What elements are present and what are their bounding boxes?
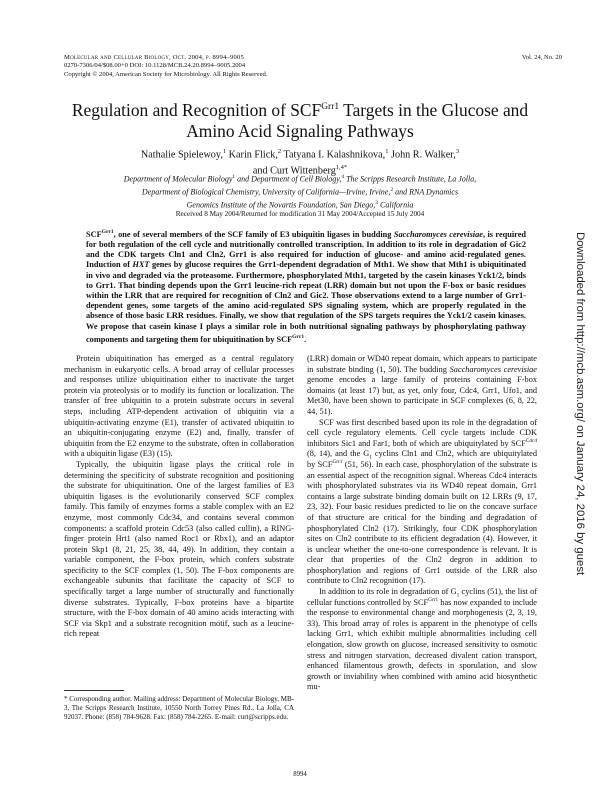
author-2-affil: 2 [277,148,282,155]
right-p3-a: In addition to its role in degradation of G [319,587,457,597]
title-line2: Amino Acid Signaling Pathways [186,120,414,141]
right-p3-c: has now expanded to include the response to environmental change and morphogenesis (2, 3, 19, 33). This broad array of roles is apparent in the phenotype of cells lacking Grr1, which exhibit multiple abnormalities including cell elongation, slow growth on glucose, increased sensitivity to osmotic stress and nitrogen starvation, decreased divalent cation transport, enhanced filamentous growth, defects in sporulation, and slow growth or inviability when combined with amino acid biosynthetic mu- [307,597,537,692]
abstract [86,227,526,345]
affil-1a: Department of Molecular Biology [123,174,233,184]
title-superscript: Grr1 [321,102,340,112]
volume-issue: Vol. 24, No. 20 [521,54,562,61]
right-p2-b: (8, 14), and the G [307,449,370,459]
author-1-affil: 1 [222,148,227,155]
abstract-c: , is required for both regulation of the cell cycle and nutritionally controlled transcription. In addition to its role in degradation of Gic2 and the CDK targets Cln1 and Cln2, Grr1 is also required for induction of glucose- and amino acid-regulated genes. Induction of [86,229,526,270]
affil-2-num: 2 [390,186,394,193]
author-5-affil-num: 1,4 [335,163,344,171]
author-2: Karin Flick, [226,149,278,161]
right-p2-c: cyclins Cln1 and Cln2, which are ubiquitylated by SCF [307,449,537,469]
abstract-gene: HXT [132,260,150,270]
abstract-sup-2: Grr1 [292,333,305,340]
page-number: 8994 [293,771,307,778]
received-dates: Received 8 May 2004/Returned for modification 31 May 2004/Accepted 15 July 2004 [175,210,425,218]
affil-1b-num: 4 [341,174,345,180]
right-paragraph-2 [307,418,537,588]
affil-1a-num: 1 [232,174,236,180]
corresponding-mark: * [343,163,348,171]
right-column [307,354,537,693]
author-4: John R. Walker, [388,149,456,161]
right-p3-sup: Grr1 [428,596,439,603]
left-paragraph-2: Typically, the ubiquitin ligase plays the critical role in determining the specificity of substrate recognition and positioning the substrate for ubiquitination. One of the largest families of E3 ubiquitin ligases is the evolutionarily conserved SCF complex family. This family of enzymes forms a stable complex with an E2 enzyme, most commonly Cdc34, and contains several common components: a scaffold protein Cdc53 (also called cullin), a RING-finger protein Hrt1 (also named Roc1 or Rbx1), and an adaptor protein Skp1 (8, 21, 25, 38, 44, 49). In addition, they contain a variable component, the F-box protein, which confers substrate specificity to the SCF complex (1, 50). The F-box components are exchangeable subunits that facilitate the capacity of SCF to specifically target a large number of structurally and functionally diverse substrates. Typically, F-box proteins have a bipartite structure, with the F-box domain of 40 amino acids interacting with SCF via Skp1 and a substrate recognition motif, such as a leucine-rich repeat [64,459,294,639]
title-part2: Targets in the Glucose and [339,99,529,120]
download-note: Downloaded from http://mcb.asm.org/ on January 24, 2016 by guest [574,232,586,576]
corresponding-author-footnote: * Corresponding author. Mailing address: Department of Molecular Biology, MB-3, The Scripps Research Institute, 10550 North Torrey Pines Rd., La Jolla, CA 92037. Phone: (858) 784-9628. Fax: (858) 784-2265. E-mail: curt@scripps.edu. [64,695,294,721]
affil-2a: Department of Biological Chemistry, University of California—Irvine, Irvine, [141,187,391,197]
affil-1b: and Department of Cell Biology, [235,174,342,184]
abstract-d: genes by glucose requires the Grr1-dependent degradation of Mth1. We show that Mth1 is ubiquitinated in vivo and degraded via the proteasome. Furthermore, phosphorylated Mth1, targeted by the casein kinases Yck1/2, binds to Grr1. That binding depends upon the Grr1 leucine-rich repeat (LRR) domain but not upon the F-box or basic residues within the LRR that are required for recognition of Cln2 and Gic2. Those observations extend to a large number of Grr1-dependent genes, some targets of the amino acid-regulated SPS signaling system, which are properly regulated in the absence of those basic LRR residues. Finally, we show that regulation of the SPS targets requires the Yck1/2 casein kinases. We propose that casein kinase I plays a similar role in both nutritional signaling pathways by phosphorylating pathway components and targeting them for ubiquitination by SCF [86,260,526,344]
abstract-b: , one of several members of the SCF family of E3 ubiquitin ligases in budding [113,229,394,239]
issn-doi-line: 0270-7306/04/$08.00+0 DOI: 10.1128/MCB.24.20.8994–9005.2004 [64,62,246,70]
affil-3b: California [378,200,414,210]
affiliations [58,172,542,211]
right-p2-sub: 1 [369,455,372,461]
right-p1-b: genome encodes a large family of proteins containing F-box domains (at least 17) but, as yet, only four, Cdc4, Grr1, Ufo1, and Met30, have been shown to participate in SCF complexes (6, 8, 22, 44, 51). [307,375,537,416]
footnote-rule [64,690,124,691]
article-title [40,97,560,142]
right-paragraph-1 [307,354,537,418]
copyright-line: Copyright © 2004, American Society for Microbiology. All Rights Reserved. [64,70,268,78]
journal-line: Molecular and Cellular Biology, Oct. 2004, p. 8994–9005 [64,54,245,61]
abstract-end: . [304,334,307,344]
right-p2-sup2: Grr1 [332,459,343,466]
affil-3-num: 3 [375,199,379,206]
abstract-sup-1: Grr1 [101,229,114,235]
author-5-affil [336,164,347,171]
author-3-affil: 1 [385,148,389,155]
abstract-start: SCF [86,229,102,239]
right-p2-a: SCF was first described based upon its role in the degradation of cell cycle regulatory elements. Cell cycle targets include CDK inhibitors Sic1 and Far1, both of which are ubiquitylated by SCF [307,417,537,448]
right-p2-sup1: Cdc4 [525,437,537,444]
author-3: Tatyana I. Kalashnikova, [281,149,386,161]
right-paragraph-3 [307,587,537,693]
author-5: and Curt Wittenberg [252,165,336,177]
author-4-affil: 3 [455,148,460,155]
right-p2-d: (51, 56). In each case, phosphorylation of the substrate is an essential aspect of the recognition signal. Whereas Cdc4 interacts with phosphorylated substrates via its WD40 repeat domain, Grr1 contains a large substrate binding domain built on 12 LRRs (9, 17, 23, 32). Four basic residues predicted to lie on the concave surface of that structure are critical for the binding and degradation of phosphorylated Cln2 (17). Strikingly, four CDK phosphorylation sites on Cln2 contribute to its efficient degradation (4). However, it is unclear whether the one-to-one correspondence is relevant. It is clear that properties of the Cln2 degron in addition to phosphorylation and regions of Grr1 outside of the LRR also contribute to Cln2 recognition (17). [307,459,538,586]
download-watermark [570,232,588,652]
affil-1c: The Scripps Research Institute, La Jolla, [344,174,477,184]
right-p3-b: cyclins (51), the list of cellular functions controlled by SCF [307,587,537,607]
left-column [64,354,294,640]
title-part1: Regulation and Recognition of SCF [71,99,322,120]
abstract-species: Saccharomyces cerevisiae [393,229,483,239]
affil-2b: and RNA Dynamics [393,187,459,197]
right-p3-sub: 1 [456,592,460,599]
left-paragraph-1: Protein ubiquitination has emerged as a central regulatory mechanism in eukaryotic cells. A broad array of cellular processes and responses utilize ubiquitination either to inactivate the target protein via proteolysis or to modify its function or localization. The transfer of free ubiquitin to a protein substrate occurs in several steps, including ATP-dependent activation of ubiquitin via a ubiquitin-activating enzyme (E1), transfer of activated ubiquitin to an ubiquitin-conjugating enzyme (E2) and, finally, transfer of ubiquitin from the E2 enzyme to the substrate, often in collaboration with a ubiquitin ligase (E3) (15). [64,354,294,459]
affil-3a: Genomics Institute of the Novartis Foundation, San Diego, [186,200,376,210]
right-p1-species: Saccharomyces cerevisiae [449,364,537,374]
right-p1-a: (LRR) domain or WD40 repeat domain, which appears to participate in substrate binding (1, 50). The budding [307,354,537,374]
author-1: Nathalie Spielewoy, [140,149,223,161]
citation-block [64,54,424,79]
